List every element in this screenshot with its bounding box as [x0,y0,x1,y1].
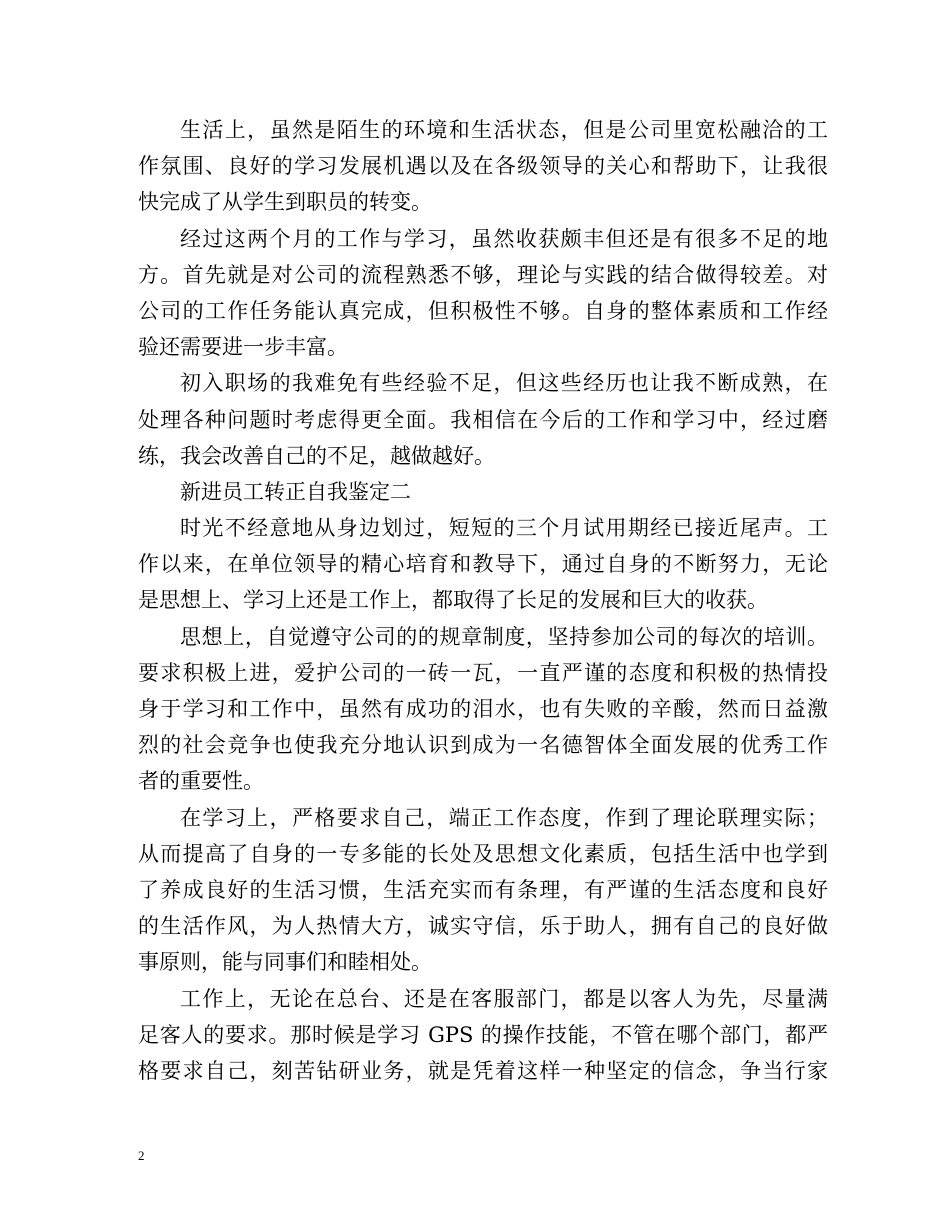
text-line: 作氛围、良好的学习发展机遇以及在各级领导的关心和帮助下，让我很 [138,154,828,179]
text-line: 处理各种问题时考虑得更全面。我相信在今后的工作和学习中，经过磨 [138,407,828,432]
text-line: 烈的社会竞争也使我充分地认识到成为一名德智体全面发展的优秀工作 [138,733,828,758]
text-line: 生活上，虽然是陌生的环境和生活状态，但是公司里宽松融洽的工 [180,118,828,142]
text-line: 事原则，能与同事们和睦相处。 [138,950,432,975]
text-line: 从而提高了自身的一专多能的长处及思想文化素质，包括生活中也学到 [138,841,828,866]
text-line: 思想上，自觉遵守公司的的规章制度，坚持参加公司的每次的培训。 [180,624,828,649]
text-line: 了养成良好的生活习惯，生活充实而有条理，有严谨的生活态度和良好 [138,877,828,902]
text-line: 者的重要性。 [138,769,264,794]
text-line: 新进员工转正自我鉴定二 [180,479,411,504]
text-line: 验还需要进一步丰富。 [138,335,348,360]
text-line: 公司的工作任务能认真完成，但积极性不够。自身的整体素质和工作经 [138,298,828,323]
text-line: 方。首先就是对公司的流程熟悉不够，理论与实践的结合做得较差。对 [138,262,828,287]
text-line: 身于学习和工作中，虽然有成功的泪水，也有失败的辛酸，然而日益激 [138,697,828,721]
text-line: 要求积极上进，爱护公司的一砖一瓦，一直严谨的态度和积极的热情投 [138,660,828,685]
page-number: 2 [138,1148,145,1163]
text-line: 是思想上、学习上还是工作上，都取得了长足的发展和巨大的收获。 [138,588,768,613]
text-line: 在学习上，严格要求自己，端正工作态度，作到了理论联理实际； [180,805,828,830]
text-line: 足客人的要求。那时候是学习 GPS 的操作技能，不管在哪个部门，都严 [138,1022,828,1047]
text-line: 作以来，在单位领导的精心培育和教导下，通过自身的不断努力，无论 [138,552,828,577]
text-line: 初入职场的我难免有些经验不足，但这些经历也让我不断成熟，在 [180,371,828,396]
document-body [138,112,828,1089]
text-line: 的生活作风，为人热情大方，诚实守信，乐于助人，拥有自己的良好做 [138,914,828,939]
text-line: 快完成了从学生到职员的转变。 [138,190,432,215]
text-line: 时光不经意地从身边划过，短短的三个月试用期经已接近尾声。工 [180,516,828,541]
text-line: 练，我会改善自己的不足，越做越好。 [138,443,495,468]
text-line: 格要求自己，刻苦钻研业务，就是凭着这样一种坚定的信念，争当行家 [138,1058,828,1083]
text-line: 工作上，无论在总台、还是在客服部门，都是以客人为先，尽量满 [180,986,828,1011]
text-line: 经过这两个月的工作与学习，虽然收获颇丰但还是有很多不足的地 [180,226,828,251]
